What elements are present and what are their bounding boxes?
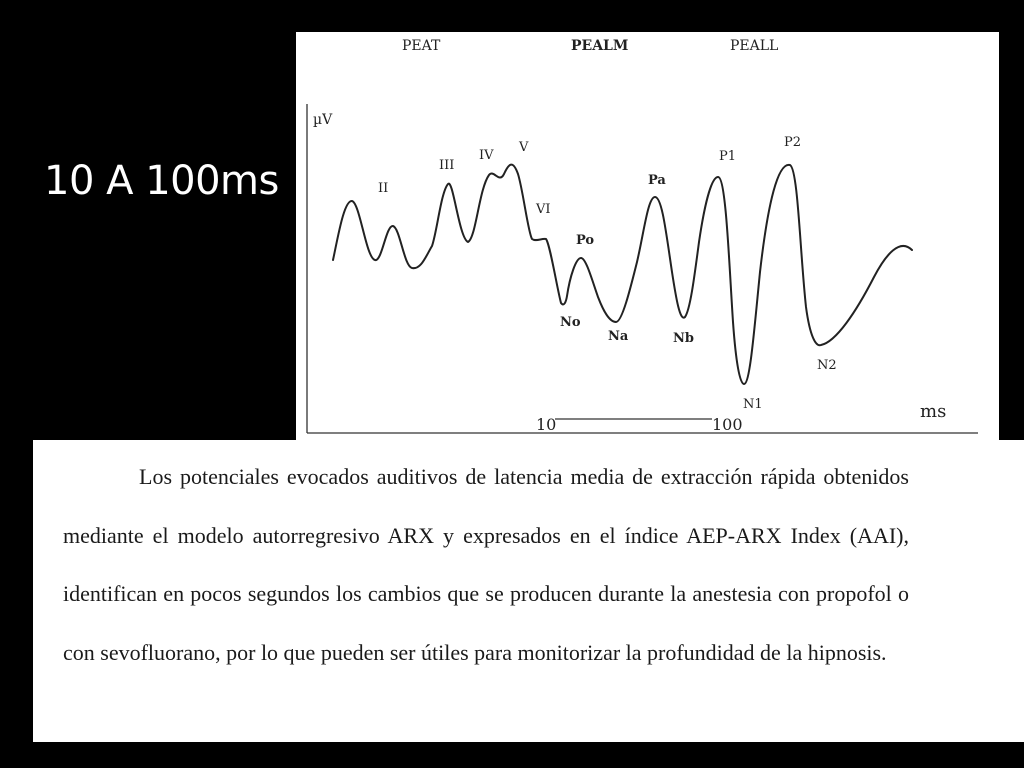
peak-label-nb: Nb [673, 331, 694, 346]
peak-label-no: No [560, 315, 581, 330]
caption-paragraph: Los potenciales evocados auditivos de latencia media de extracción rápida obtenidos mediante el modelo autorregresivo ARX y expresados en el índice AEP-ARX Index (AAI), identifican en pocos segundos los cambios que se producen durante la anestesia con propofol o con sevofluorano, por lo que pueden ser útiles para monitorizar la profundidad de la hipnosis. [63, 464, 909, 665]
peak-label-na: Na [608, 329, 629, 344]
aep-waveform [333, 165, 912, 384]
peak-label-v: V [519, 140, 529, 155]
peak-label-pa: Pa [648, 173, 666, 188]
header-pealm: PEALM [571, 38, 629, 54]
peak-label-p2: P2 [784, 135, 802, 150]
peak-label-n1: N1 [743, 397, 763, 412]
peak-label-po: Po [576, 233, 595, 248]
peak-label-iii: III [439, 158, 455, 173]
range-end-label: 100 [712, 415, 743, 434]
y-axis-unit: µV [313, 112, 333, 128]
waveform-figure [296, 32, 999, 440]
header-peat: PEAT [402, 38, 441, 54]
peak-label-p1: P1 [719, 149, 737, 164]
peak-label-n2: N2 [817, 358, 837, 373]
x-axis-unit: ms [920, 401, 947, 422]
slide-title: 10 A 100ms [44, 158, 279, 204]
aep-waveform-diagram [296, 32, 999, 440]
peak-label-ii: II [378, 181, 389, 196]
range-start-label: 10 [536, 415, 557, 434]
header-peall: PEALL [730, 38, 779, 54]
caption-panel [33, 440, 1024, 742]
peak-label-vi: VI [536, 202, 551, 217]
peak-label-iv: IV [479, 148, 494, 163]
